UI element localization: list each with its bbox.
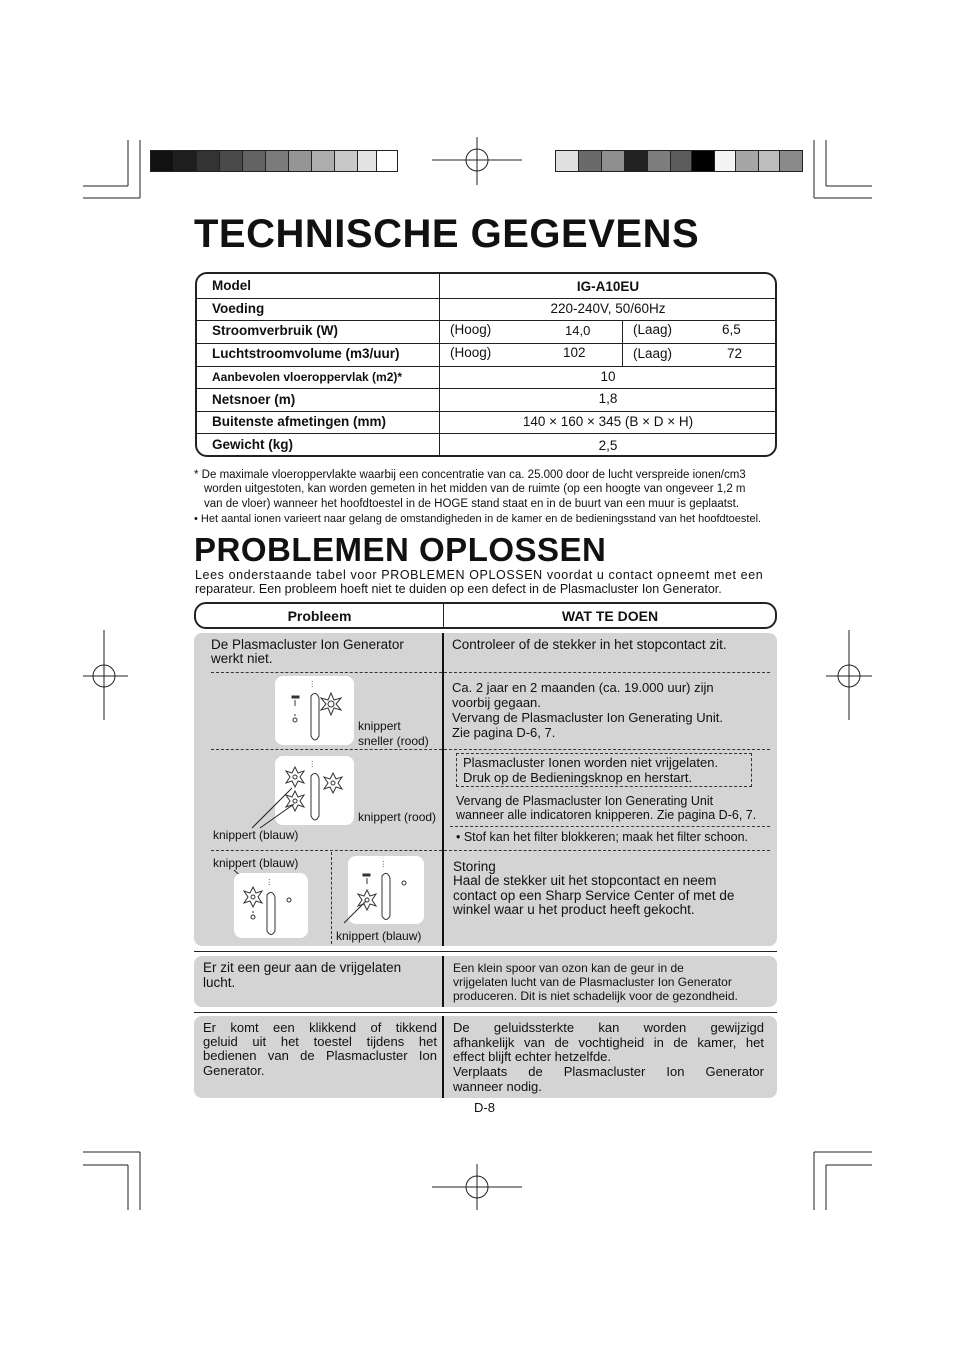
problem-3-line4: Generator. — [203, 1063, 265, 1078]
solution-3-bullet: • Stof kan het filter blokkeren; maak het filter schoon. — [456, 830, 749, 844]
solution-clicking-line3: effect blijft echter hetzelfde. — [453, 1049, 612, 1064]
spec-stroom-hoog-value: 14,0 — [565, 323, 591, 338]
problem-1-line1: De Plasmacluster Ion Generator — [211, 637, 404, 652]
problem-3-line3: bedienen van de Plasmacluster Ion — [203, 1048, 437, 1063]
solution-4-line1: Storing — [453, 859, 496, 874]
problems-intro-line1: Lees onderstaande tabel voor PROBLEMEN OPLOSSEN voordat u contact opneemt met een — [195, 568, 764, 582]
solution-4-line2: Haal de stekker uit het stopcontact en neem — [453, 873, 717, 888]
header-probleem: Probleem — [287, 608, 352, 624]
problems-table-header — [194, 602, 777, 629]
spec-label-gewicht: Gewicht (kg) — [212, 437, 294, 452]
footnote-2: • Het aantal ionen varieert naar gelang de omstandigheden in de kamer en de bedieningsstand van het hoofdtoestel. — [194, 513, 762, 525]
spec-label-stroom: Stroomverbruik (W) — [212, 323, 339, 338]
label-knippert-rood: knippert (rood) — [358, 810, 437, 824]
solution-4-line3: contact op een Sharp Service Center of met de — [453, 888, 735, 903]
solution-smell-line1: Een klein spoor van ozon kan de geur in de — [453, 961, 684, 975]
svg-text:ⵗ: ⵗ — [268, 878, 271, 887]
indicator-blue-blinking-icon — [234, 873, 308, 938]
problem-2-line2: lucht. — [203, 975, 236, 990]
svg-text:ⵗ: ⵗ — [311, 680, 314, 689]
solution-2-line4: Zie pagina D-6, 7. — [452, 725, 556, 740]
indicator-fast-red-icon — [275, 676, 354, 745]
spec-table — [195, 272, 777, 457]
solution-2-line3: Vervang de Plasmacluster Ion Generating Unit. — [452, 710, 723, 725]
spec-label-afmetingen: Buitenste afmetingen (mm) — [212, 414, 387, 429]
spec-label-oppervlak: Aanbevolen vloeroppervlak (m2)* — [212, 370, 403, 384]
problem-3-line2: geluid uit het toestel tijdens het — [203, 1034, 437, 1049]
problems-title: PROBLEMEN OPLOSSEN — [194, 531, 607, 568]
solution-clicking-line1: De geluidssterkte kan worden gewijzigd — [453, 1020, 764, 1035]
solution-smell-line3: produceren. Dit is niet schadelijk voor de gezondheid. — [453, 989, 738, 1003]
solution-3-line1: Vervang de Plasmacluster Ion Generating Unit — [456, 794, 714, 808]
problem-3-line1: Er komt een klikkend of tikkend — [203, 1020, 437, 1035]
spec-label-snoer: Netsnoer (m) — [212, 392, 296, 407]
spec-lucht-hoog-value: 102 — [563, 345, 586, 360]
solution-smell-line2: vrijgelaten lucht van de Plasmacluster Ion Generator — [453, 975, 732, 989]
footnote-1-line2: worden uitgestoten, kan worden gemeten in het midden van de ruimte (op een hoogte van ongeveer 1,2 m — [204, 483, 746, 495]
spec-title: TECHNISCHE GEGEVENS — [194, 212, 700, 256]
solution-1: Controleer of de stekker in het stopcontact zit. — [452, 637, 727, 652]
solution-2-line1: Ca. 2 jaar en 2 maanden (ca. 19.000 uur) zijn — [452, 680, 714, 695]
problem-1-line2: werkt niet. — [211, 651, 273, 666]
solution-2-line2: voorbij gegaan. — [452, 695, 541, 710]
solution-3-line2: wanneer alle indicatoren knipperen. Zie pagina D-6, 7. — [456, 808, 757, 822]
spec-label-voeding: Voeding — [212, 301, 265, 316]
spec-stroom-laag-value: 6,5 — [722, 322, 741, 337]
pointer-lines-blauw — [250, 780, 310, 830]
solution-clicking-line4: Verplaats de Plasmacluster Ion Generator — [453, 1064, 764, 1079]
spec-stroom-laag: (Laag) — [633, 322, 673, 337]
spec-value-afmetingen: 140 × 160 × 345 (B × D × H) — [522, 414, 694, 429]
spec-value-snoer: 1,8 — [598, 391, 618, 406]
problem-2-line1: Er zit een geur aan de vrijgelaten — [203, 960, 402, 975]
spec-value-voeding: 220-240V, 50/60Hz — [550, 301, 666, 316]
notice-box-line2: Druk op de Bedieningsknop en herstart. — [463, 770, 693, 785]
spec-label-model: Model — [212, 278, 251, 293]
pointer-line-blauw-3 — [340, 897, 370, 927]
footnote-1-line3: van de vloer) wanneer het hoofdtoestel in de HOGE stand staat en in de buurt van een muur is geplaatst. — [204, 498, 740, 510]
device-illustration-3 — [234, 873, 308, 938]
spec-value-oppervlak: 10 — [600, 369, 616, 384]
device-illustration-1 — [275, 676, 354, 745]
header-wat-te-doen: WAT TE DOEN — [561, 608, 659, 624]
label-knippert-blauw-3: knippert (blauw) — [336, 929, 422, 943]
spec-stroom-hoog: (Hoog) — [450, 322, 492, 337]
spec-label-lucht: Luchtstroomvolume (m3/uur) — [212, 346, 400, 361]
spec-value-model: IG-A10EU — [576, 279, 640, 294]
notice-box-line1: Plasmacluster Ionen worden niet vrijgelaten. — [463, 755, 719, 770]
label-knippert-sneller-line1: knippert — [358, 719, 401, 733]
solution-4-line4: winkel waar u het product heeft gekocht. — [453, 902, 695, 917]
spec-lucht-laag: (Laag) — [633, 346, 673, 361]
label-knippert-sneller-line2: sneller (rood) — [358, 734, 429, 748]
label-knippert-blauw-1: knippert (blauw) — [213, 828, 299, 842]
page-number: D-8 — [474, 1100, 495, 1115]
spec-lucht-laag-value: 72 — [727, 346, 743, 361]
footnote-1-line1: * De maximale vloeroppervlakte waarbij een concentratie van ca. 25.000 door de lucht verspreide ionen/cm3 — [194, 469, 746, 481]
spec-lucht-hoog: (Hoog) — [450, 345, 492, 360]
solution-clicking-line5: wanneer nodig. — [453, 1079, 542, 1094]
label-knippert-blauw-2: knippert (blauw) — [213, 856, 299, 870]
solution-clicking-line2: afhankelijk van de vochtigheid in de kamer, het — [453, 1035, 764, 1050]
svg-text:ⵗ: ⵗ — [382, 860, 385, 869]
spec-value-gewicht: 2,5 — [598, 438, 618, 453]
svg-text:ⵗ: ⵗ — [311, 760, 314, 769]
problems-intro-line2: reparateur. Een probleem hoeft niet te duiden op een defect in de Plasmacluster Ion Generator. — [195, 582, 722, 596]
